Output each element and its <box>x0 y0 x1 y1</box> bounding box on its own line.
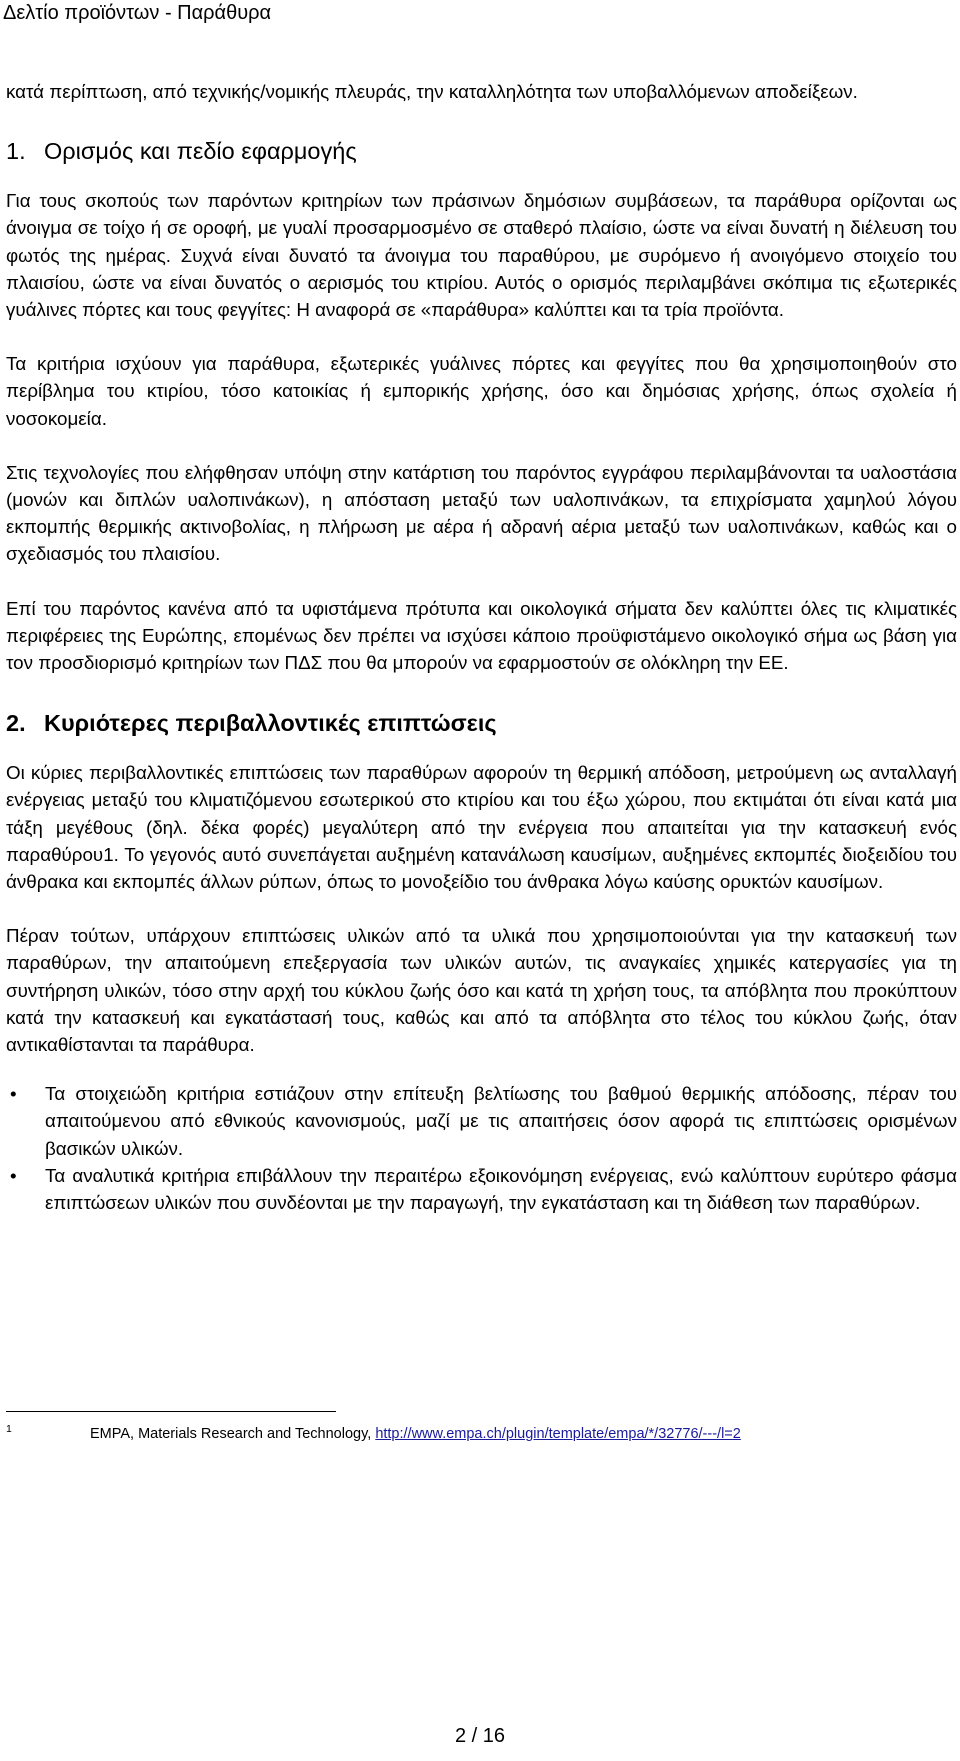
bullet-item <box>6 1162 957 1216</box>
section-2-number: 2. <box>6 710 26 737</box>
section-1-title: Ορισμός και πεδίο εφαρμογής <box>44 138 357 165</box>
section-1-paragraph-3: Στις τεχνολογίες που ελήφθησαν υπόψη στην κατάρτιση του παρόντος εγγράφου περιλαμβάνονται τα υαλοστάσια (μονών και διπλών υαλοπινάκων), η απόσταση μεταξύ των υαλοπινάκων, τα επιχρίσματα χαμηλού λόγου εκπομπής θερμικής ακτινοβολίας, η πλήρωση με αέρα ή αδρανή αέρια μεταξύ των υαλοπινάκων, καθώς και ο σχεδιασμός του πλαισίου. <box>6 461 957 565</box>
section-1-paragraph-2: Τα κριτήρια ισχύουν για παράθυρα, εξωτερικές γυάλινες πόρτες και φεγγίτες που θα χρησιμοποιηθούν στο περίβλημα του κτιρίου, τόσο κατοικίας ή εμπορικής χρήσης, όσο και δημόσιας χρήσης, όπως σχολεία ή νοσοκομεία. <box>6 353 957 429</box>
bullet-text: Τα αναλυτικά κριτήρια επιβάλλουν την περαιτέρω εξοικονόμηση ενέργειας, ενώ καλύπτουν ευρύτερο φάσμα επιπτώσεων υλικών που συνδέονται με την παραγωγή, την εγκατάσταση και τη διάθεση των παραθύρων. <box>45 1164 957 1214</box>
bullet-icon: • <box>10 1164 17 1186</box>
footnote-marker: 1 <box>6 1423 12 1435</box>
footnote-source: EMPA, Materials Research and Technology, <box>90 1426 376 1442</box>
section-1-paragraph-4: Επί του παρόντος κανένα από τα υφιστάμενα πρότυπα και οικολογικά σήματα δεν καλύπτει όλες τις κλιματικές περιφέρειες της Ευρώπης, επομένως δεν πρέπει να ισχύσει κάποιο προϋφιστάμενο οικολογικό σήμα ως βάση για τον προσδιορισμό κριτηρίων των ΠΔΣ που θα μπορούν να εφαρμοστούν σε ολόκληρη την ΕΕ. <box>6 597 957 674</box>
intro-paragraph: κατά περίπτωση, από τεχνικής/νομικής πλευράς, την καταλληλότητα των υποβαλλόμενων αποδείξεων. <box>6 81 858 102</box>
footnote-link[interactable]: http://www.empa.ch/plugin/template/empa/*/32776/---/l=2 <box>375 1426 741 1442</box>
criteria-bullet-list <box>6 1080 957 1216</box>
section-2-title: Κυριότερες περιβαλλοντικές επιπτώσεις <box>44 710 497 737</box>
document-body <box>6 78 957 1216</box>
section-1-heading <box>6 136 957 166</box>
footnote-text <box>90 1424 741 1444</box>
footnote-separator <box>6 1411 336 1412</box>
bullet-text: Τα στοιχειώδη κριτήρια εστιάζουν στην επίτευξη βελτίωσης του βαθμού θερμικής απόδοσης, πέραν του απαιτούμενου από εθνικούς κανονισμούς, μαζί με τις απαιτήσεις όσον αφορά τις επιπτώσεις ορισμένων βασικών υλικών. <box>45 1083 957 1159</box>
page-number: 2 / 16 <box>454 1725 506 1747</box>
section-2-paragraph-2: Πέραν τούτων, υπάρχουν επιπτώσεις υλικών από τα υλικά που χρησιμοποιούνται για την κατασκευή των παραθύρων, την απαιτούμενη επεξεργασία των υλικών αυτών, τις αναγκαίες χημικές κατεργασίες για τη συντήρηση υλικών, τόσο στην αρχή του κύκλου ζωής όσο και κατά τη χρήση τους, τα απόβλητα που προκύπτουν κατά την κατασκευή και εγκατάστασή τους, καθώς και από τα απόβλητα στο τέλος του κύκλου ζωής, όταν αντικαθίστανται τα παράθυρα. <box>6 925 957 1056</box>
section-2-heading <box>6 708 957 738</box>
section-2-paragraph-1: Οι κύριες περιβαλλοντικές επιπτώσεις των παραθύρων αφορούν τη θερμική απόδοση, μετρούμενη ως ανταλλαγή ενέργειας μεταξύ του κλιματιζόμενου εσωτερικού στο κτιρίου και του έξω χώρου, που εκτιμάται ότι είναι κατά μια τάξη μεγέθους (δηλ. δέκα φορές) μεγαλύτερη από την ενέργεια που απαιτείται για την κατασκευή ενός παραθύρου1. Το γεγονός αυτό συνεπάγεται αυξημένη κατανάλωση καυσίμων, αυξημένες εκπομπές διοξειδίου του άνθρακα και εκπομπές άλλων ρύπων, όπως το μονοξείδιο του άνθρακα λόγω καύσης ορυκτών καυσίμων. <box>6 762 957 893</box>
bullet-icon: • <box>10 1083 17 1105</box>
section-1-number: 1. <box>6 138 26 165</box>
footnote <box>6 1424 956 1445</box>
bullet-item <box>6 1080 957 1162</box>
section-1-paragraph-1: Για τους σκοπούς των παρόντων κριτηρίων των πράσινων δημόσιων συμβάσεων, τα παράθυρα ορίζονται ως άνοιγμα σε τοίχο ή σε οροφή, με γυαλί προσαρμοσμένο σε σταθερό πλαίσιο, ώστε να είναι δυνατή η διέλευση του φωτός της ημέρας. Συχνά είναι δυνατό τα άνοιγμα του παραθύρου, με συρόμενο ή ανοιγόμενο στοιχείο του πλαισίου, ώστε να είναι δυνατός ο αερισμός του κτιρίου. Αυτός ο ορισμός περιλαμβάνει σκόπιμα τις εξωτερικές γυάλινες πόρτες και τους φεγγίτες: Η αναφορά σε «παράθυρα» καλύπτει και τα τρία προϊόντα. <box>6 190 957 321</box>
running-header: Δελτίο προϊόντων - Παράθυρα <box>3 2 272 24</box>
